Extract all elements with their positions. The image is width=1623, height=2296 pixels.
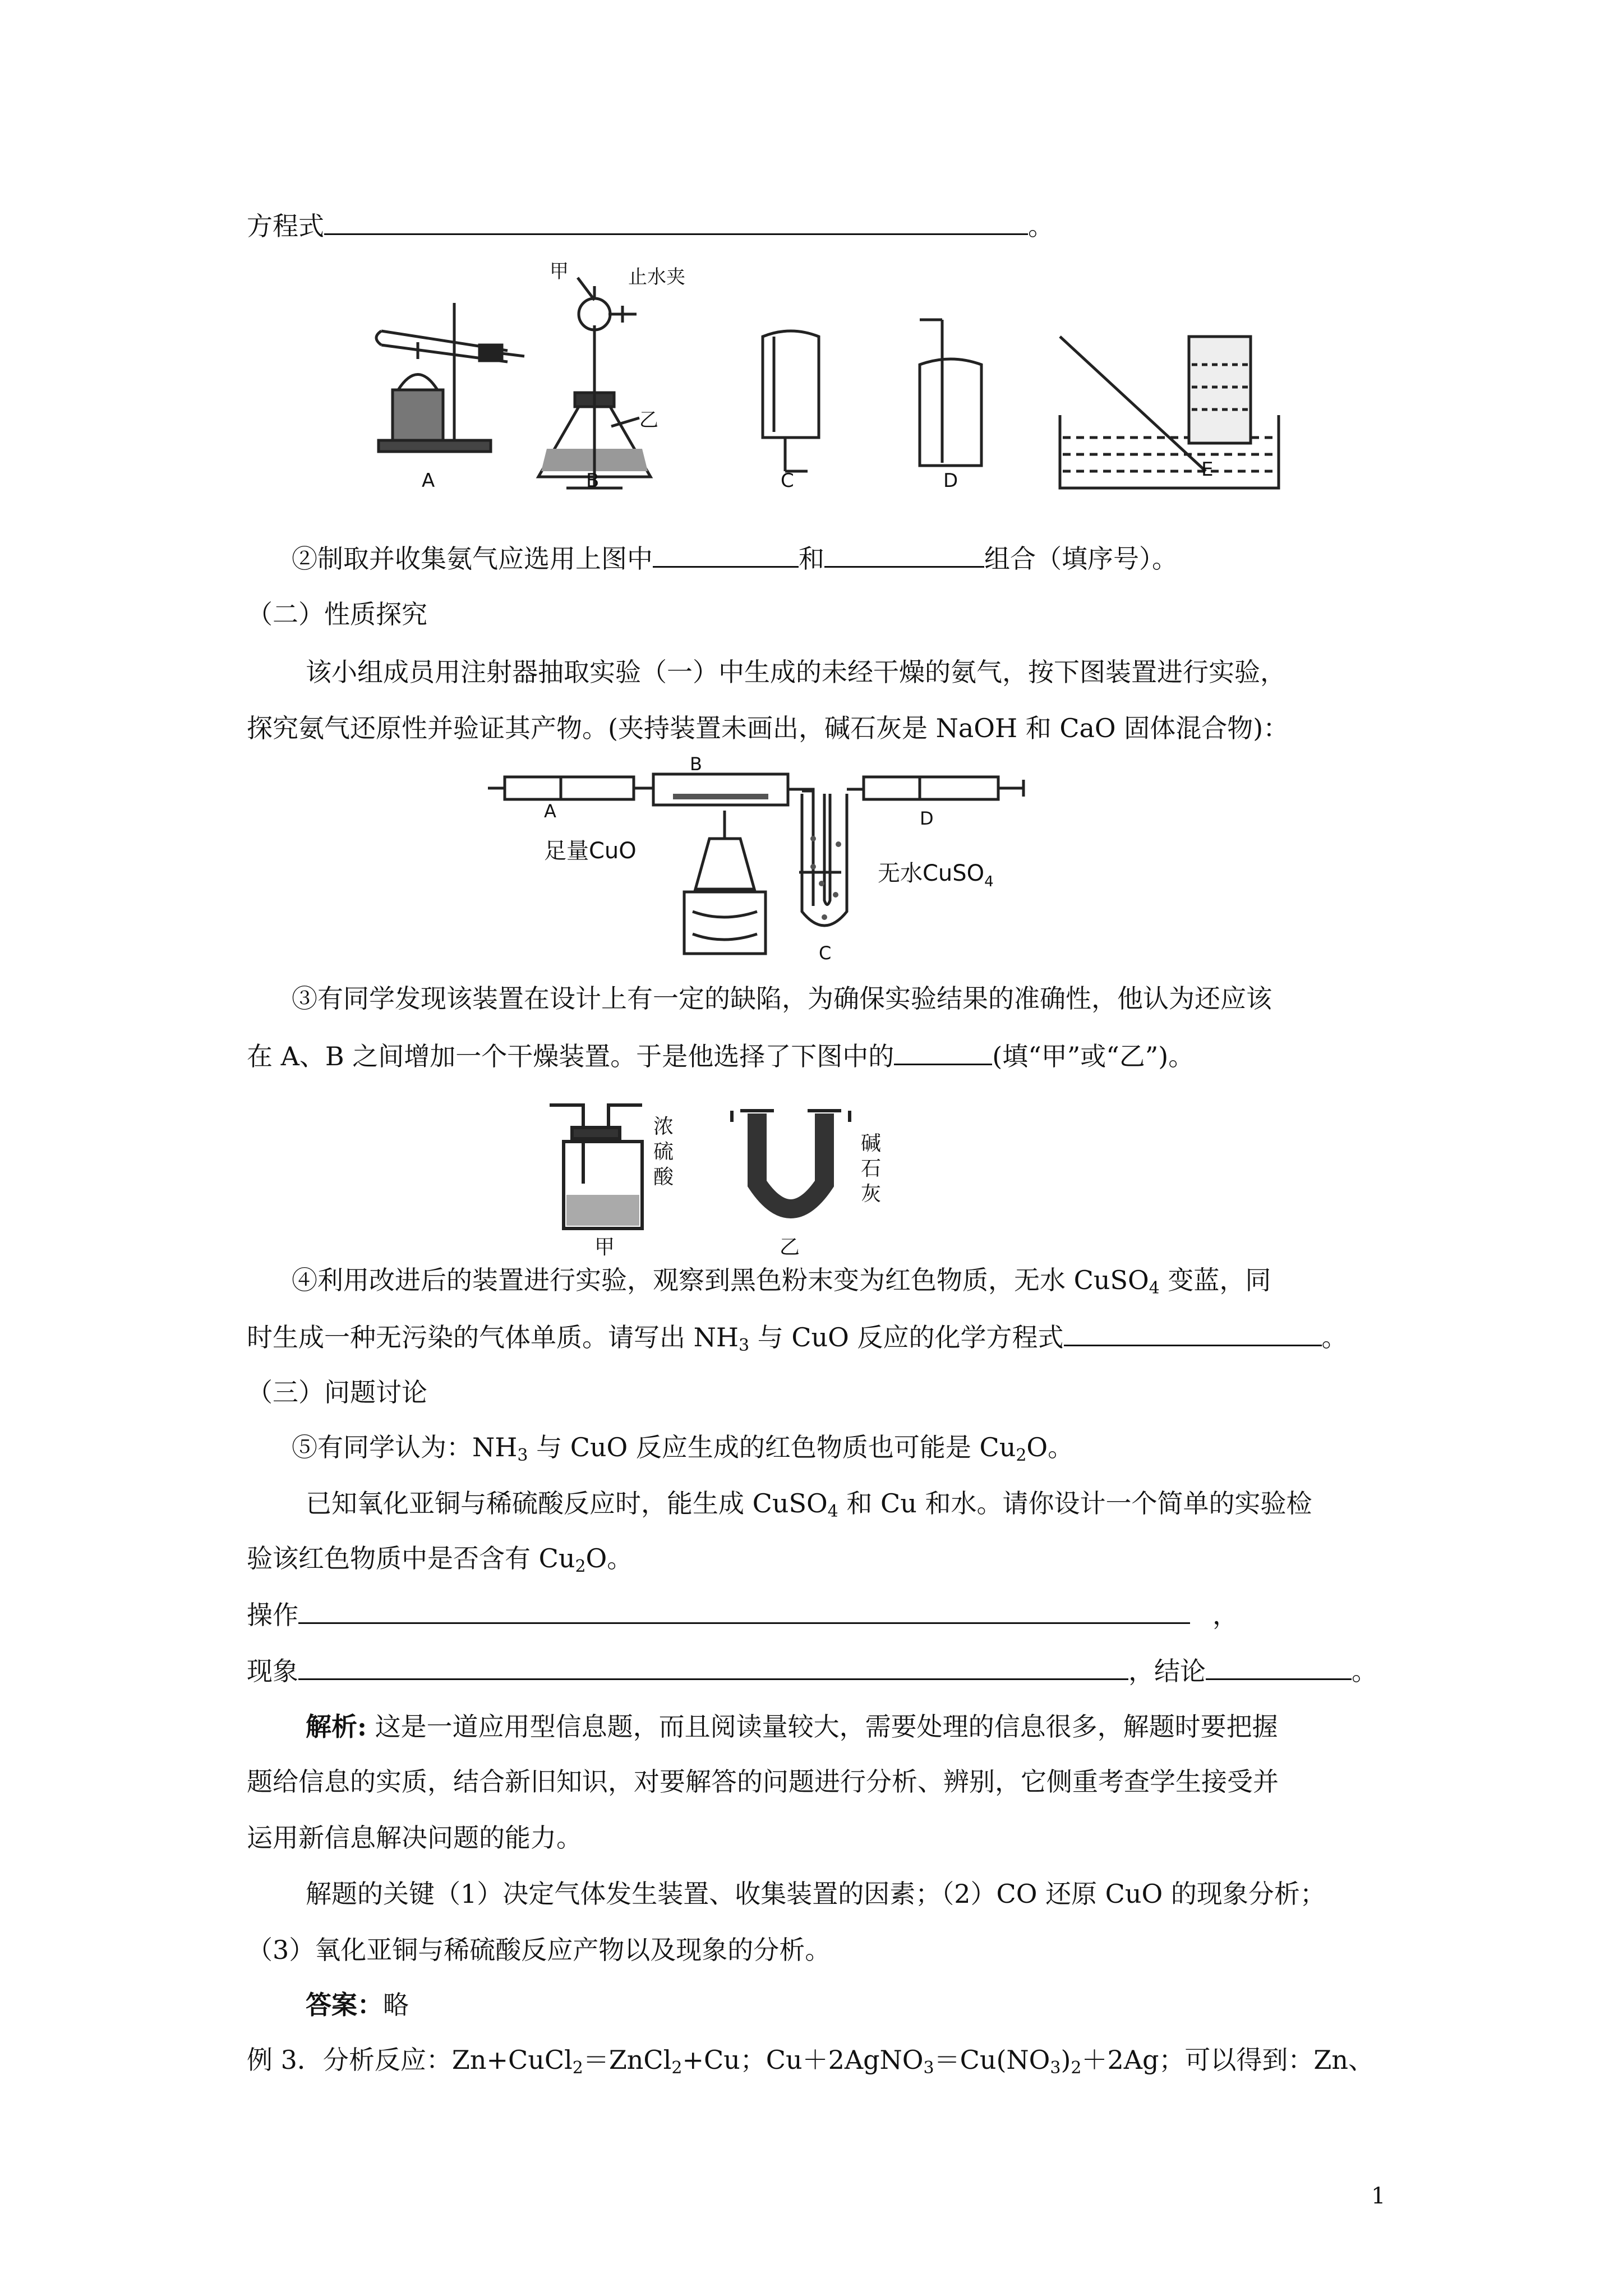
phenomenon-line: 现象 ，结论 。: [247, 1654, 1377, 1688]
label-clamp: 止水夹: [628, 266, 685, 288]
label-d: D: [943, 470, 958, 492]
operation-line: 操作 ，: [247, 1598, 1238, 1632]
paragraph-line-12: 已知氧化亚铜与稀硫酸反应时，能生成 CuSO$_4$ 和 Cu 和水。请你设计一个简单的实验检: [306, 1488, 1312, 1521]
paragraph-line-13: 验该红色物质中是否含有 $Cu_2O$。: [247, 1543, 633, 1576]
label-yi: 乙: [639, 409, 658, 431]
answer-blank-3[interactable]: [894, 1039, 992, 1065]
figure-gas-apparatus: [359, 252, 1312, 499]
answer-blank-operation[interactable]: [298, 1598, 1190, 1624]
answer-blank-2b[interactable]: [824, 541, 984, 568]
label-jia-device: 甲: [594, 1236, 615, 1257]
answer-blank-conclusion[interactable]: [1206, 1654, 1352, 1680]
section-heading-2: （二）性质探究: [247, 599, 427, 629]
paragraph-line-8: ④利用改进后的装置进行实验，观察到黑色粉末变为红色物质，无水 CuSO$_4$ 变蓝，同: [292, 1265, 1271, 1298]
setup-label-c: C: [819, 942, 832, 962]
setup-label-d: D: [920, 808, 934, 829]
label-e: E: [1201, 458, 1214, 481]
paragraph-line-9: 时生成一种无污染的气体单质。请写出 $NH_3$ 与 CuO 反应的化学方程式 。: [247, 1320, 1348, 1363]
reduction-diagram: [477, 754, 1066, 962]
answer-blank-4[interactable]: [1064, 1320, 1322, 1346]
answer-blank-2a[interactable]: [653, 541, 799, 568]
setup-label-a: A: [544, 800, 556, 822]
label-jia: 甲: [550, 260, 569, 283]
page-number: 1: [1371, 2183, 1386, 2209]
acid-char-1: 浓: [653, 1115, 674, 1138]
label-cuo: 足量CuO: [544, 838, 637, 864]
analysis-line-1: 解析: 这是一道应用型信息题，而且阅读量较大，需要处理的信息很多，解题时要把握: [306, 1711, 1278, 1742]
answer-blank-1[interactable]: [324, 209, 1028, 235]
figure-drying-devices: [538, 1088, 931, 1257]
label-b: B: [586, 470, 600, 492]
label-yi-device: 乙: [780, 1236, 800, 1257]
label-cuso4: 无水CuSO$_4$: [878, 861, 994, 890]
paragraph-line-5: 探究氨气还原性并验证其产物。(夹持装置未画出，碱石灰是 NaOH 和 CaO 固体混合物)：: [247, 713, 1289, 743]
analysis-line-4: 解题的关键（1）决定气体发生装置、收集装置的因素；（2）CO 还原 CuO 的现象分析；: [306, 1879, 1326, 1909]
paragraph-line-6: ③有同学发现该装置在设计上有一定的缺陷，为确保实验结果的准确性，他认为还应该: [292, 983, 1272, 1014]
answer-blank-phenomenon[interactable]: [298, 1654, 1128, 1680]
section-heading-3: （三）问题讨论: [247, 1377, 427, 1407]
analysis-line-2: 题给信息的实质，结合新旧知识，对要解答的问题进行分析、辨别，它侧重考查学生接受并: [247, 1766, 1279, 1797]
analysis-line-5: （3）氧化亚铜与稀硫酸反应产物以及现象的分析。: [247, 1935, 831, 1965]
figure-reduction-setup: [477, 754, 1066, 962]
apparatus-diagram: [359, 252, 1312, 499]
lime-char-1: 碱: [861, 1132, 882, 1155]
paragraph-line-4: 该小组成员用注射器抽取实验（一）中生成的未经干燥的氨气，按下图装置进行实验，: [306, 657, 1286, 687]
line-q2: ②制取并收集氨气应选用上图中 和 组合（填序号）。: [292, 541, 1178, 576]
line-equation-1: 方程式 。: [247, 209, 1054, 243]
drying-diagram: [538, 1088, 931, 1257]
label-a: A: [422, 470, 435, 492]
label-c: C: [781, 470, 794, 492]
stand-base-a: [379, 440, 491, 452]
lime-char-3: 灰: [861, 1182, 882, 1205]
lime-char-2: 石: [861, 1157, 882, 1180]
analysis-line-3: 运用新信息解决问题的能力。: [247, 1823, 582, 1853]
acid-char-3: 酸: [653, 1166, 674, 1189]
setup-label-b: B: [690, 754, 702, 775]
example-3-line: 例 3．分析反应：Zn+CuCl$_2$＝ZnCl$_2$+Cu；$Cu+2AgNO_3=Cu(NO_3)_2+2Ag$；可以得到：Zn、: [247, 2045, 1375, 2078]
acid-char-2: 硫: [653, 1140, 674, 1163]
paragraph-line-7: 在 A、B 之间增加一个干燥装置。于是他选择了下图中的 (填“甲”或“乙”)。: [247, 1039, 1194, 1073]
lamp-a: [393, 390, 443, 440]
answer-line: 答案：略: [306, 1990, 409, 2020]
paragraph-line-11: ⑤有同学认为：$NH_3$ 与 CuO 反应生成的红色物质也可能是 $Cu_2O$。: [292, 1432, 1074, 1465]
